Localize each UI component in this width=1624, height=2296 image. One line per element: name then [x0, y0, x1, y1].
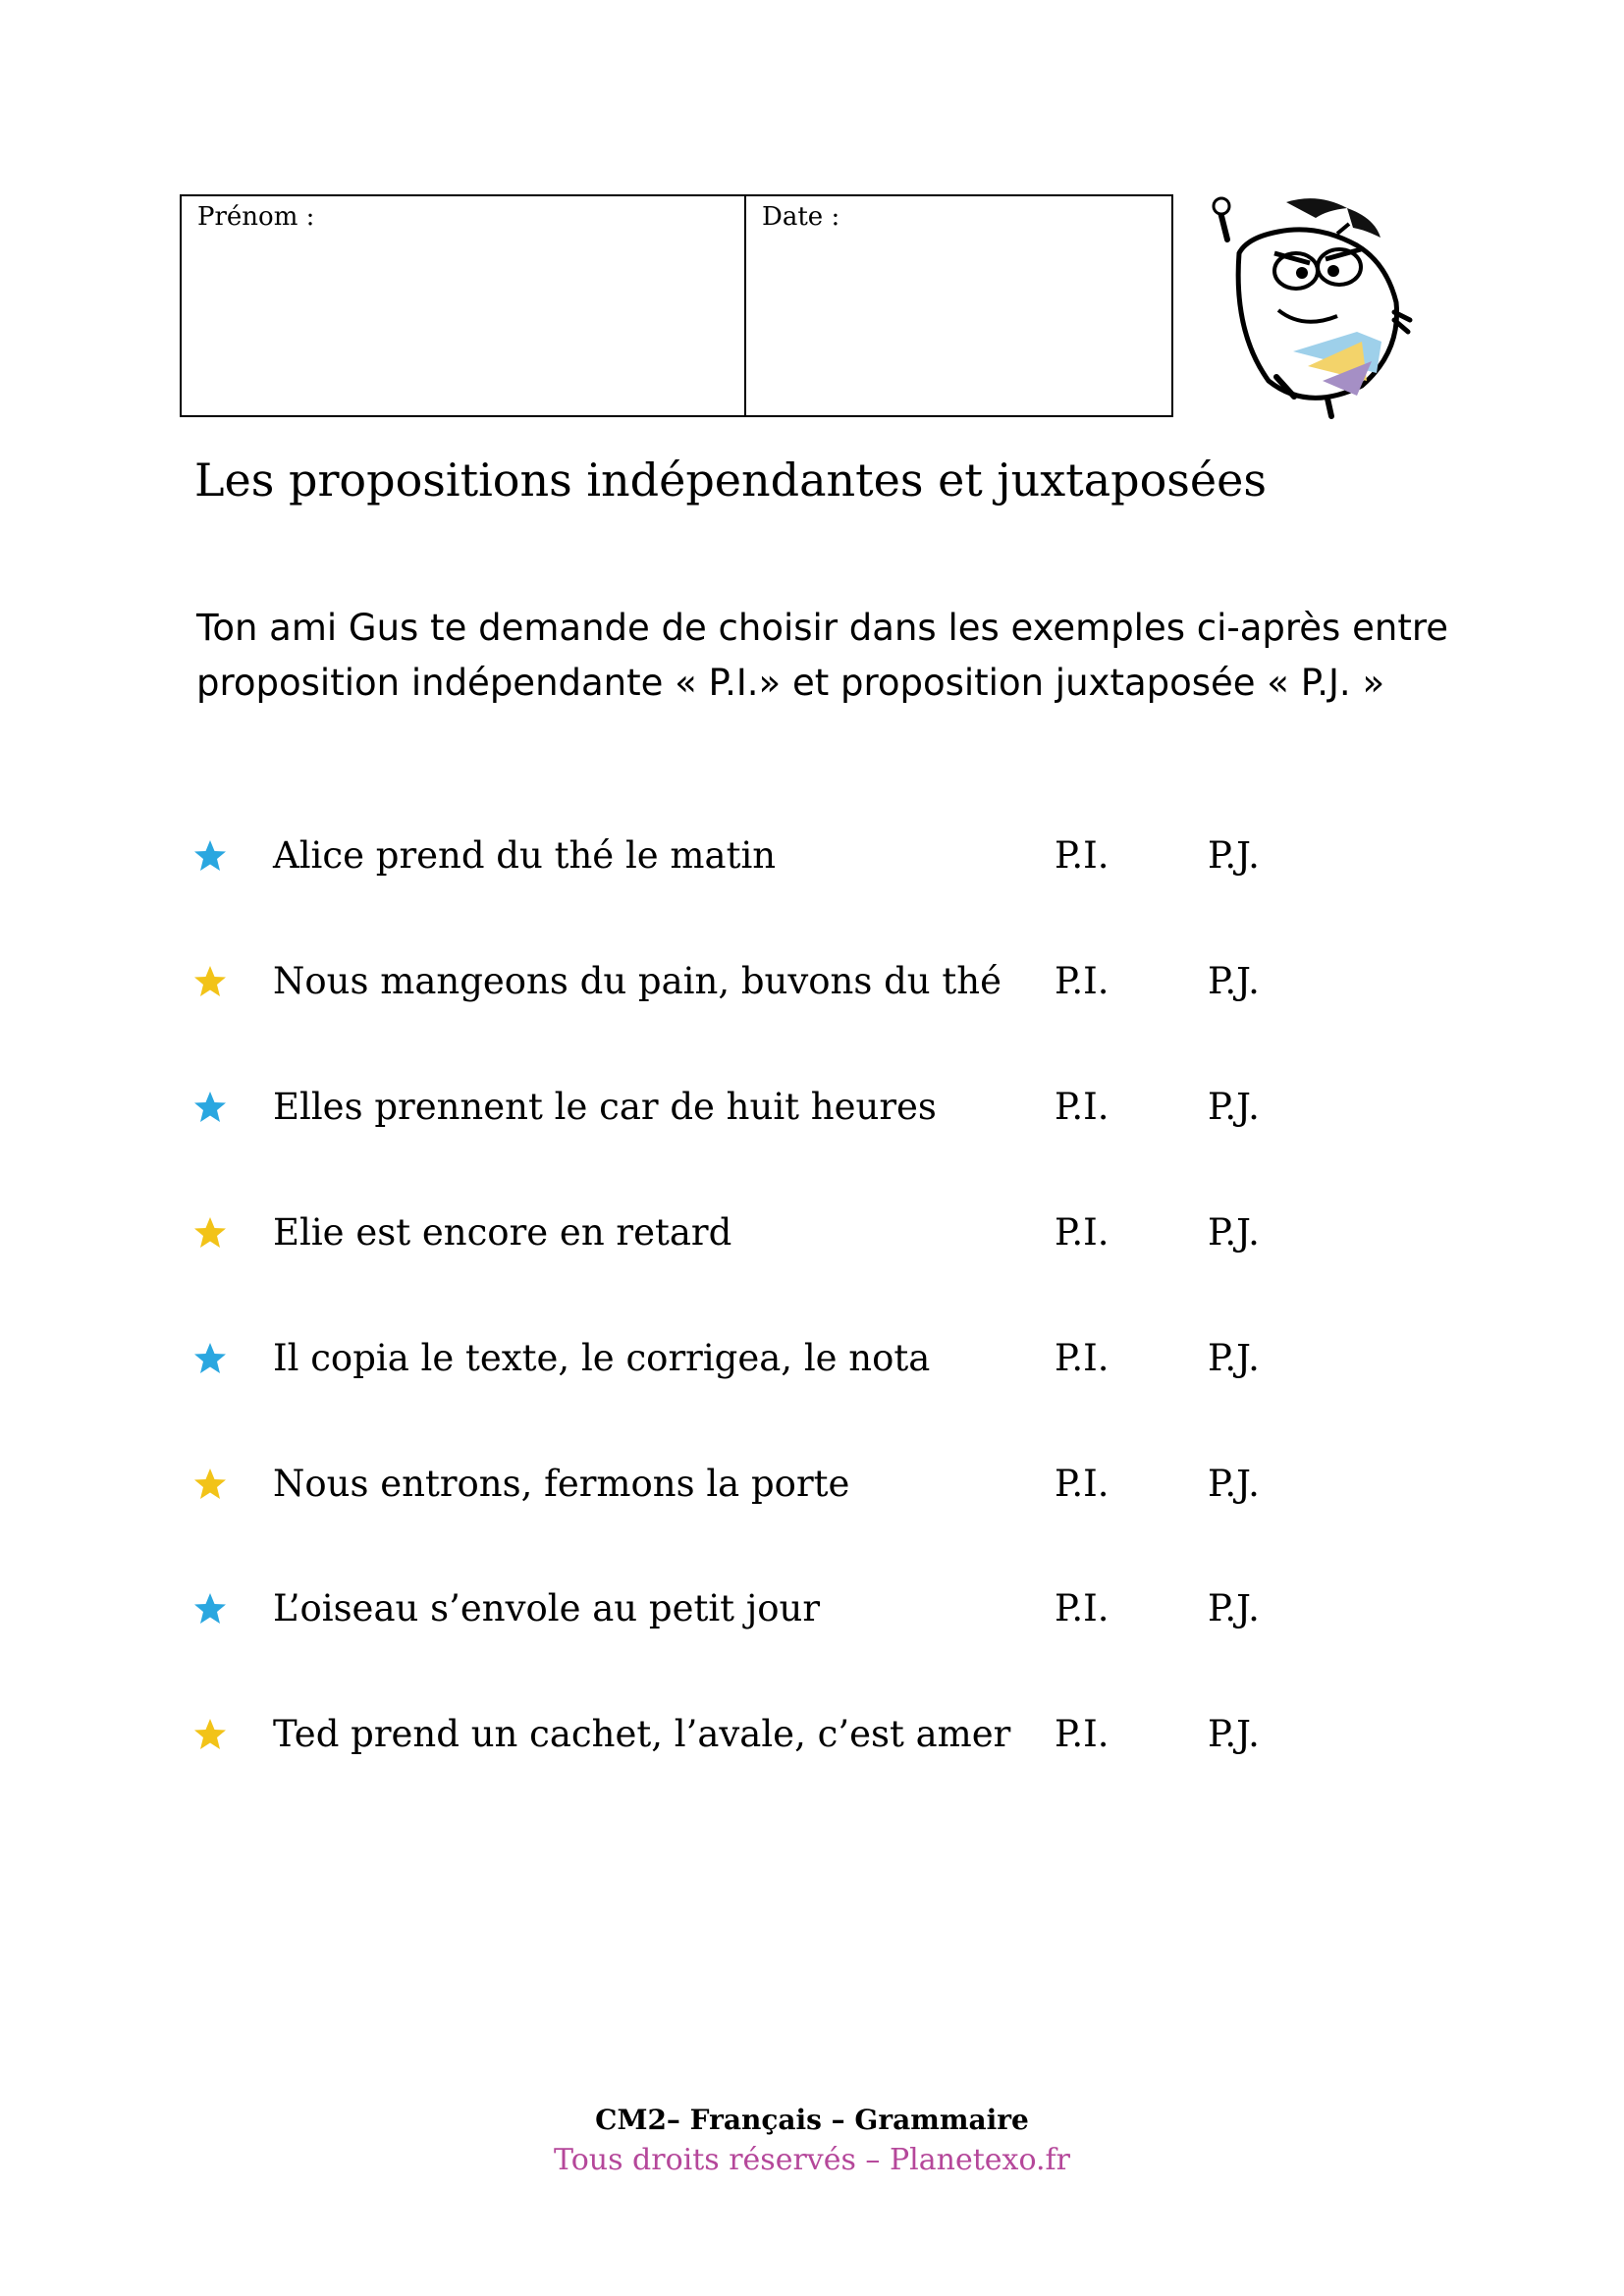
option-pi[interactable]: P.I.: [1055, 1463, 1110, 1505]
prenom-label: Prénom :: [197, 202, 315, 232]
exercise-sentence: Nous mangeons du pain, buvons du thé: [273, 960, 1001, 1002]
date-field[interactable]: [746, 196, 1171, 415]
exercise-row: [192, 1459, 1371, 1518]
exercise-sentence: Il copia le texte, le corrigea, le nota: [273, 1337, 931, 1379]
footer-subject: CM2– Français – Grammaire: [595, 2104, 1029, 2136]
option-pj[interactable]: P.J.: [1208, 1587, 1260, 1629]
star-yellow-icon: [192, 964, 228, 999]
instruction-text: [196, 601, 1473, 711]
exercise-sentence: L’oiseau s’envole au petit jour: [273, 1587, 821, 1629]
exercise-row: [192, 1583, 1371, 1642]
prenom-field[interactable]: [182, 196, 746, 415]
instruction-line-1: Ton ami Gus te demande de choisir dans les exemples ci-après entre: [196, 607, 1448, 649]
star-yellow-icon: [192, 1717, 228, 1752]
star-blue-icon: [192, 1090, 228, 1125]
footer-copyright-link[interactable]: Tous droits réservés – Planetexo.fr: [554, 2143, 1070, 2177]
exercise-row: [192, 830, 1371, 889]
star-blue-icon: [192, 838, 228, 874]
date-label: Date :: [762, 202, 840, 232]
option-pj[interactable]: P.J.: [1208, 1463, 1260, 1505]
option-pi[interactable]: P.I.: [1055, 1337, 1110, 1379]
exercise-row: [192, 1333, 1371, 1392]
exercise-sentence: Ted prend un cachet, l’avale, c’est amer: [273, 1713, 1011, 1755]
name-date-box: [180, 194, 1173, 417]
mascot-sheep-illustration: [1200, 194, 1414, 420]
exercise-sentence: Elles prennent le car de huit heures: [273, 1086, 937, 1128]
star-yellow-icon: [192, 1215, 228, 1251]
option-pj[interactable]: P.J.: [1208, 1211, 1260, 1254]
exercise-sentence: Elie est encore en retard: [273, 1211, 732, 1254]
exercise-row: [192, 1082, 1371, 1141]
option-pi[interactable]: P.I.: [1055, 1713, 1110, 1755]
star-yellow-icon: [192, 1467, 228, 1502]
option-pi[interactable]: P.I.: [1055, 1587, 1110, 1629]
star-blue-icon: [192, 1341, 228, 1376]
exercise-row: [192, 1207, 1371, 1266]
exercise-row: [192, 956, 1371, 1015]
option-pi[interactable]: P.I.: [1055, 1211, 1110, 1254]
option-pj[interactable]: P.J.: [1208, 960, 1260, 1002]
star-blue-icon: [192, 1591, 228, 1627]
instruction-line-2: proposition indépendante « P.I.» et proposition juxtaposée « P.J. »: [196, 662, 1385, 704]
option-pj[interactable]: P.J.: [1208, 834, 1260, 877]
option-pj[interactable]: P.J.: [1208, 1337, 1260, 1379]
exercise-row: [192, 1709, 1371, 1768]
option-pj[interactable]: P.J.: [1208, 1086, 1260, 1128]
option-pi[interactable]: P.I.: [1055, 834, 1110, 877]
option-pi[interactable]: P.I.: [1055, 960, 1110, 1002]
option-pj[interactable]: P.J.: [1208, 1713, 1260, 1755]
exercise-sentence: Nous entrons, fermons la porte: [273, 1463, 850, 1505]
exercise-sentence: Alice prend du thé le matin: [273, 834, 777, 877]
option-pi[interactable]: P.I.: [1055, 1086, 1110, 1128]
page-title: Les propositions indépendantes et juxtaposées: [194, 454, 1267, 507]
